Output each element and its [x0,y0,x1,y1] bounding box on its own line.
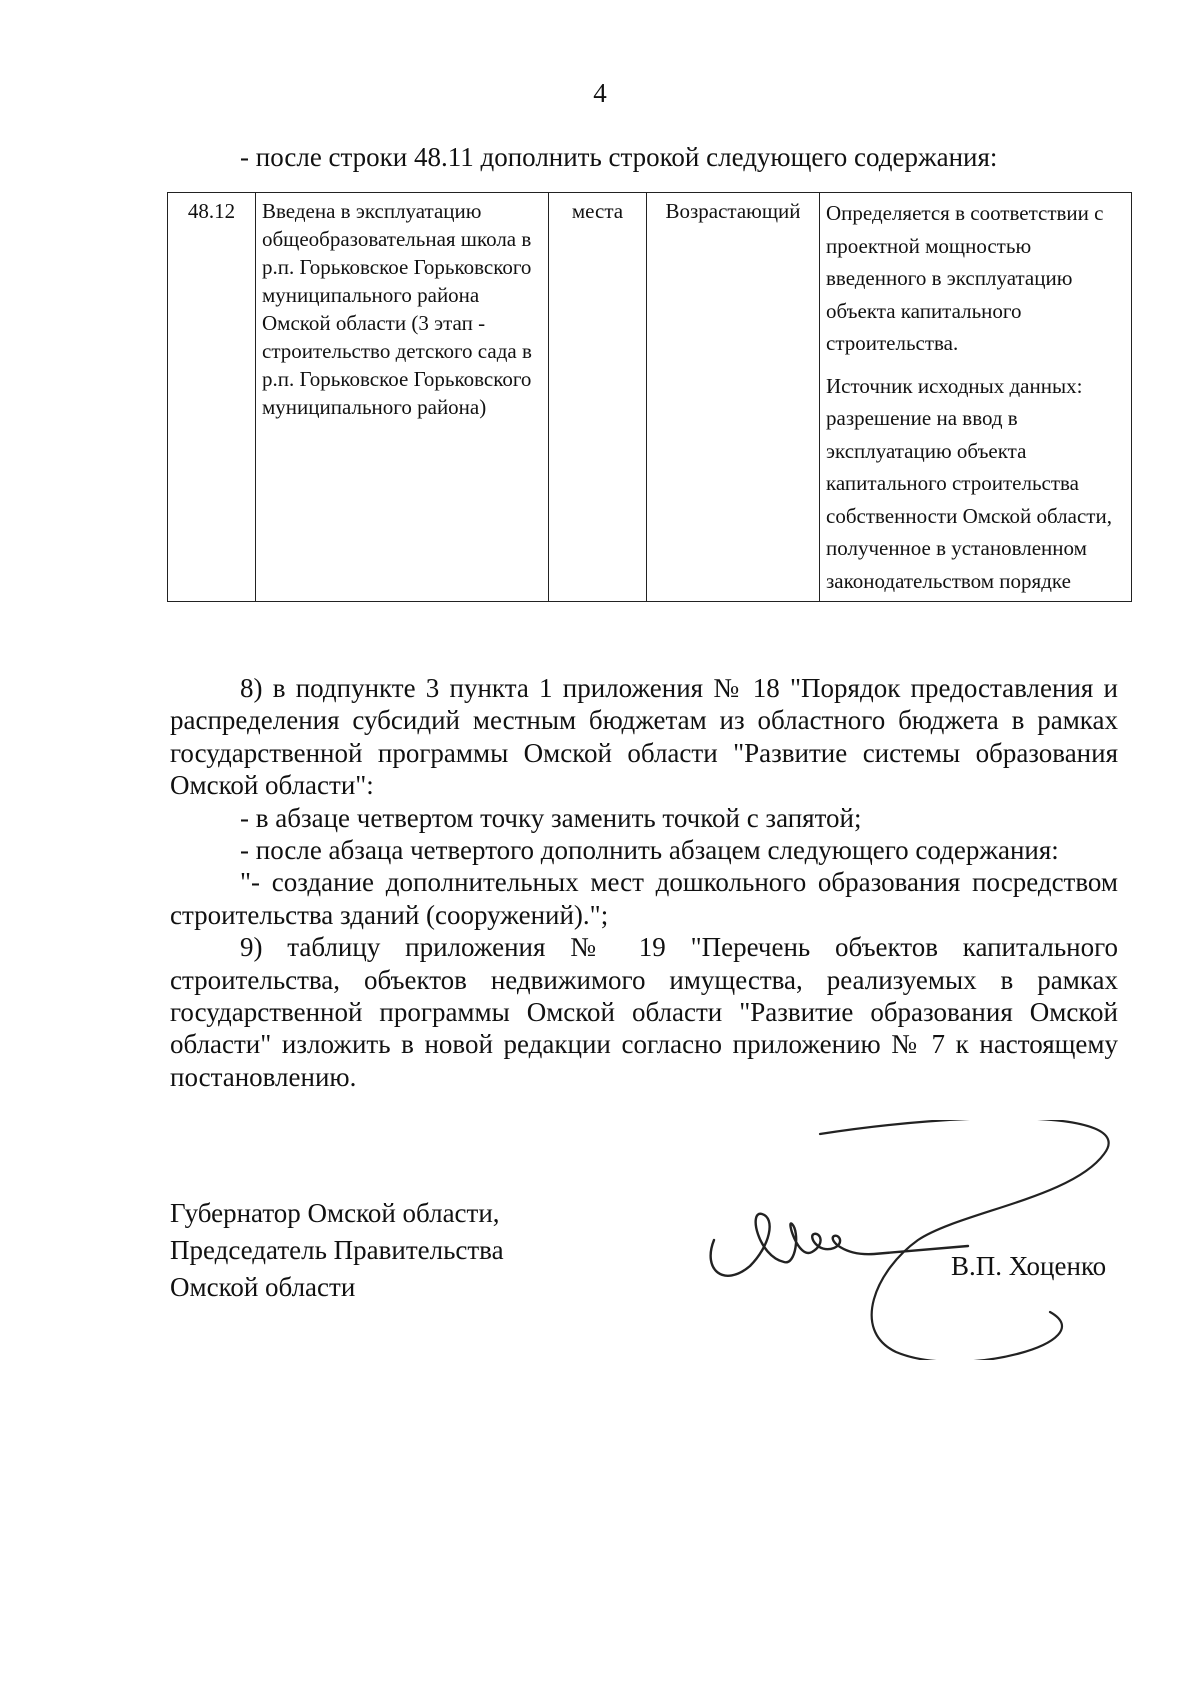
signatory-title-line-1: Губернатор Омской области, [170,1198,500,1228]
indicator-name-cell: Введена в эксплуатацию общеобразовательная школа в р.п. Горьковское Горьковского муниципального района Омской области (3 этап - строительство детского сада в р.п. Горьковское Горьковского муниципального района) [256,193,549,602]
signatory-title-line-2: Председатель Правительства [170,1235,504,1265]
row-number-cell: 48.12 [168,193,256,602]
paragraph-8: 8) в подпункте 3 пункта 1 приложения № 18 "Порядок предоставления и распределения субсидий местным бюджетам из областного бюджета в рамках государственной программы Омской области "Развитие системы образования Омской области": [170,673,1118,801]
body-text [170,672,1118,1093]
table-row [168,193,1132,602]
dash-item-2: - после абзаца четвертого дополнить абзацем следующего содержания: [240,835,1059,866]
dash-item-1: - в абзаце четвертом точку заменить точкой с запятой; [240,802,862,833]
signatory-name: В.П. Хоценко [951,1251,1107,1281]
paragraph-9: 9) таблицу приложения № 19 "Перечень объектов капитального строительства, объектов недвижимого имущества, реализуемых в рамках государственной программы Омской области "Развитие образования Омской области" изложить в новой редакции согласно приложению № 7 к настоящему постановлению. [170,932,1118,1092]
method-text: Определяется в соответствии с проектной мощностью введенного в эксплуатацию объекта капитального строительства. [826,201,1104,355]
page-number: 4 [593,78,607,108]
handwritten-signature [700,1120,1140,1360]
unit-cell: места [549,193,647,602]
signatory-title-line-3: Омской области [170,1272,356,1302]
signatory-title [170,1195,504,1306]
quoted-paragraph: "- создание дополнительных мест дошкольного образования посредством строительства зданий (сооружений)."; [170,867,1118,930]
source-text: Источник исходных данных: разрешение на ввод в эксплуатацию объекта капитального строительства собственности Омской области, полученное в установленном законодательством порядке [826,373,1112,593]
intro-line: - после строки 48.11 дополнить строкой следующего содержания: [240,142,998,172]
method-cell [820,193,1132,602]
amendment-table [167,192,1132,602]
dynamics-cell: Возрастающий [647,193,820,602]
